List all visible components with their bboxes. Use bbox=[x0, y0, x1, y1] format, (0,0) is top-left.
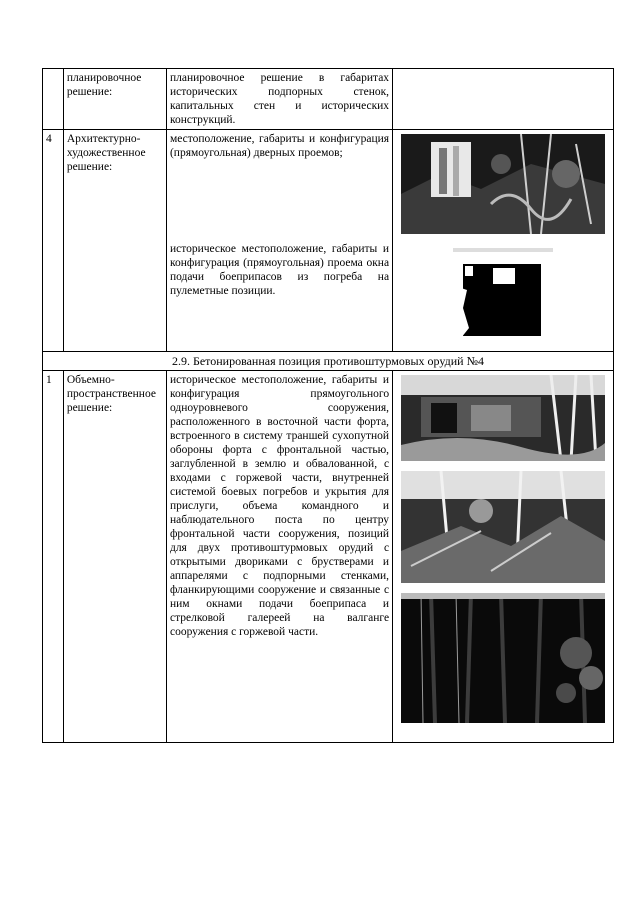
photo-doorway bbox=[401, 134, 605, 234]
row-number bbox=[43, 69, 64, 130]
spacer bbox=[170, 160, 389, 242]
table-row bbox=[43, 130, 614, 352]
description-paragraph: местоположение, габариты и конфигурация (прямоугольная) дверных проемов; bbox=[169, 133, 390, 159]
item-name: планировочное решение: bbox=[63, 69, 166, 130]
photo-forest bbox=[401, 593, 605, 723]
photo-cell bbox=[393, 371, 614, 743]
photo-window-opening bbox=[453, 248, 553, 342]
photo-structure-2 bbox=[401, 471, 605, 583]
description-paragraph: историческое местоположение, габариты и конфигурация (прямоугольная) проема окна подачи боеприпасов из погреба на пулеметные позиции. bbox=[169, 243, 390, 297]
item-description bbox=[166, 130, 392, 352]
item-description: планировочное решение в габаритах исторических подпорных стенок, капитальных стен и исторических конструкций. bbox=[166, 69, 392, 130]
row-number: 1 bbox=[43, 371, 64, 743]
section-header-row bbox=[43, 352, 614, 371]
photo-cell bbox=[393, 130, 614, 352]
document-table bbox=[42, 68, 614, 743]
item-description: историческое местоположение, габариты и конфигурация прямоугольного одноуровневого сооружения, расположенного в восточной части форта, встроенного в систему траншей сухопутной обороны форта с фронтальной частью, заглубленной в землю и обвалованной, с входами с горжевой части, внутренней системой боевых погребов и укрытия для прислуги, объема командного и наблюдательного поста по центру фронтальной части сооружения, позиций для двух противоштурмовых орудий с открытыми двориками с брустверами и аппарелями с подпорными стенками, фланкирующими сооружение и связанные с ним окнами подачи боеприпаса и стрелковой галерeей на валганге сооружения с горжевой части. bbox=[166, 371, 392, 743]
item-name: Архитектурно-художественное решение: bbox=[63, 130, 166, 352]
table-row bbox=[43, 371, 614, 743]
section-title: 2.9. Бетонированная позиция противоштурмовых орудий №4 bbox=[43, 352, 614, 371]
photo-cell bbox=[393, 69, 614, 130]
item-name: Объемно-пространственное решение: bbox=[63, 371, 166, 743]
table-row bbox=[43, 69, 614, 130]
row-number: 4 bbox=[43, 130, 64, 352]
photo-structure-1 bbox=[401, 375, 605, 461]
